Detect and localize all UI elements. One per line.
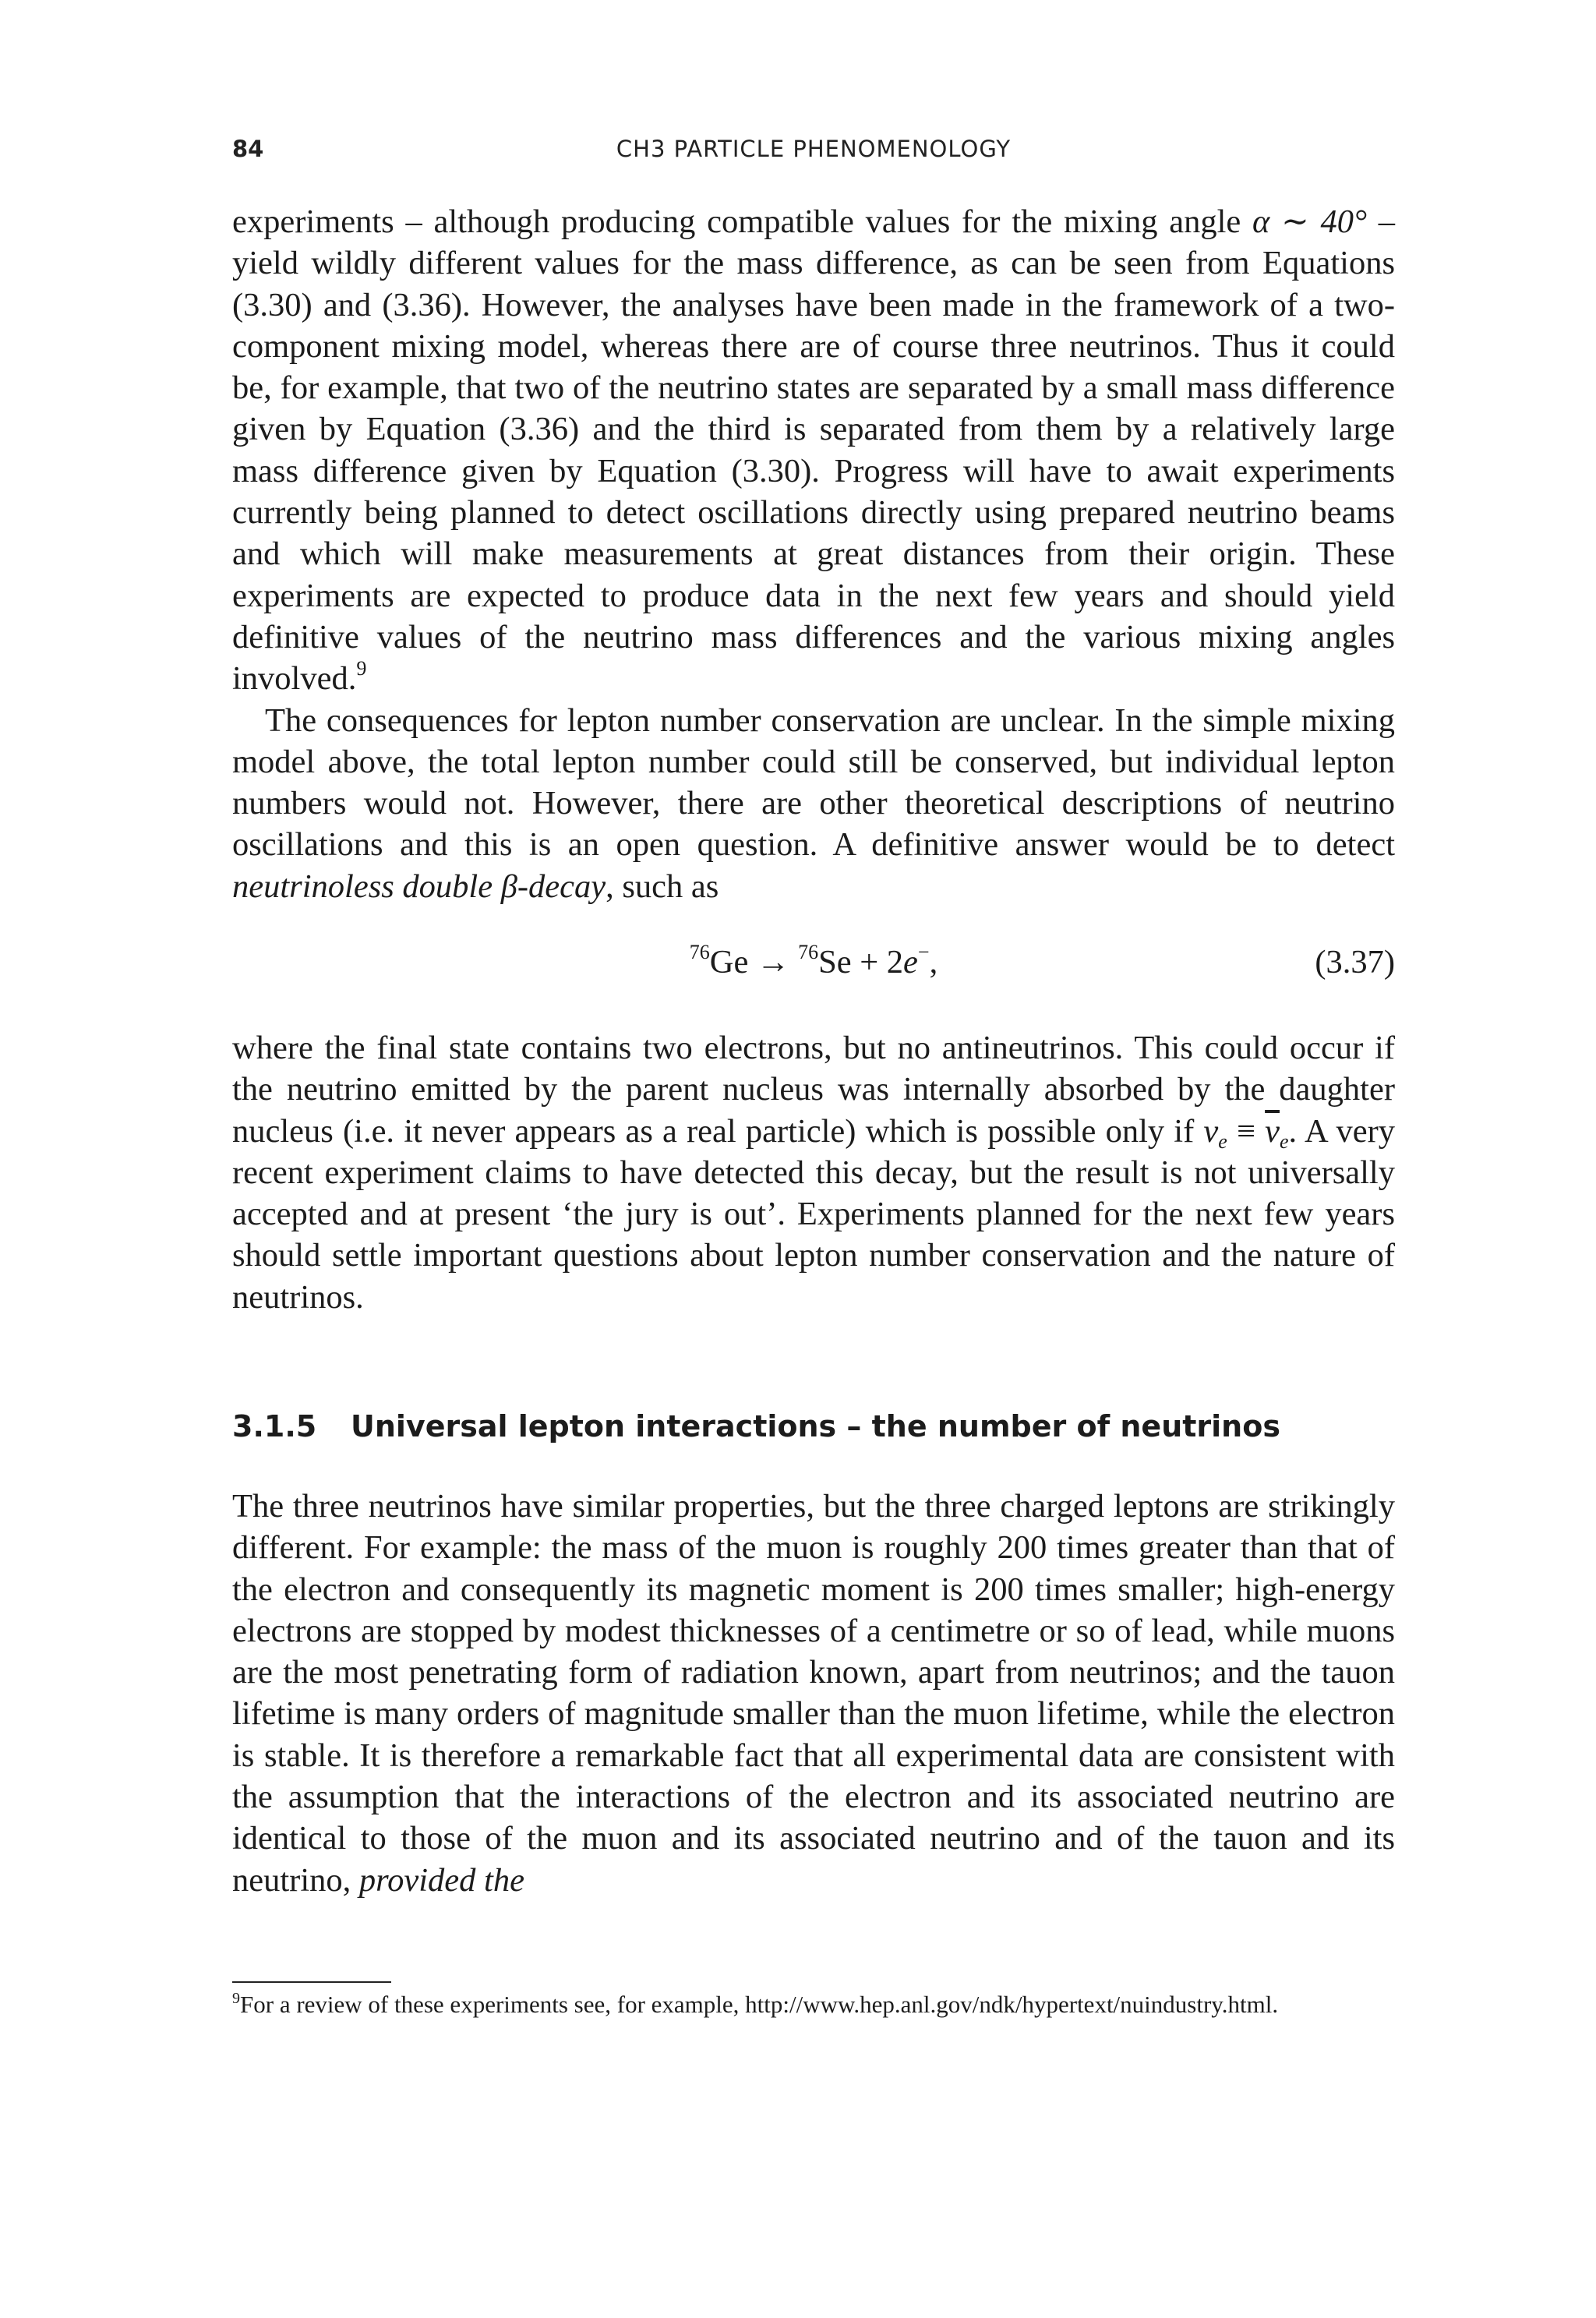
- footnote-marker: 9: [356, 657, 367, 680]
- equation-number: (3.37): [1315, 944, 1395, 981]
- antineutrino-symbol: $\overline{\nu}$: [1265, 1112, 1280, 1150]
- germanium-symbol: Ge: [709, 944, 749, 981]
- neutrinoless-double-beta-decay-emphasis: neutrinoless double β-decay: [232, 867, 606, 905]
- electron-symbol: e: [903, 944, 918, 981]
- paragraph4-text-a: The three neutrinos have similar properties, but the three charged leptons are strikingly different. For example: the mass of the muon is roughly 200 times greater than that of the electron and consequently its magnetic moment is 200 times smaller; high-energy electrons are stopped by modest thicknesses of a centimetre or so of lead, while muons are the most penetrating form of radiation known, apart from neutrinos; and the tauon lifetime is many orders of magnitude smaller than the muon lifetime, while the electron is stable. It is therefore a remarkable fact that all experimental data are consistent with the assumption that the interactions of the electron and its associated neutrino are identical to those of the muon and its associated neutrino and of the tauon and its neutrino,: [232, 1488, 1395, 1899]
- selenium-term: Se + 2: [818, 944, 904, 981]
- equation-expression: [232, 943, 1395, 981]
- equation-comma: ,: [929, 944, 938, 981]
- paragraph3-text-a: where the final state contains two electrons, but no antineutrinos. This could occur if the neutrino emitted by the parent nucleus was internally absorbed by the daughter nucleus (i.e. it never appears as a real particle) which is possible only if: [232, 1030, 1395, 1150]
- neutrino-subscript: e: [1218, 1129, 1227, 1153]
- paragraph2-text-b: , such as: [606, 867, 719, 905]
- mixing-angle-expression: α ∼ 40°: [1252, 203, 1367, 240]
- paragraph4-emphasis: provided the: [358, 1861, 524, 1899]
- electron-charge: −: [917, 941, 930, 963]
- antineutrino-subscript: e: [1279, 1129, 1289, 1153]
- equation-3-37: [232, 943, 1395, 990]
- paragraph-charged-leptons: [232, 1486, 1395, 1901]
- paragraph3-text-b: . A very recent experiment claims to have detected this decay, but the result is not universally accepted and at present ‘the jury is out’. Experiments planned for the next few years should settle important questions about lepton number conservation and the nature of neutrinos.: [232, 1112, 1395, 1316]
- footnote: [232, 1989, 1401, 2020]
- page-number: 84: [232, 136, 264, 162]
- section-heading: [232, 1409, 1395, 1456]
- paragraph2-text-a: The consequences for lepton number conservation are unclear. In the simple mixing model above, the total lepton number could still be conserved, but individual lepton numbers would not. However, there are other theoretical descriptions of neutrino oscillations and this is an open question. A definitive answer would be to detect: [232, 701, 1395, 864]
- page-header: [232, 136, 1395, 173]
- paragraph1-text-b: – yield wildly different values for the mass difference, as can be seen from Equations (3.30) and (3.36). However, the analyses have been made in the framework of a two-component mixing model, whereas there are of course three neutrinos. Thus it could be, for example, that two of the neutrino states are separated by a small mass difference given by Equation (3.36) and the third is separated from them by a relatively large mass difference given by Equation (3.30). Progress will have to await experiments currently being planned to detect oscillations directly using prepared neutrino beams and which will make measurements at great distances from their origin. These experiments are expected to produce data in the next few years and should yield definitive values of the neutrino mass differences and the various mixing angles involved.: [232, 203, 1396, 698]
- footnote-rule: [232, 1981, 391, 1983]
- equivalence-symbol: ≡: [1227, 1112, 1266, 1150]
- reaction-arrow: →: [748, 944, 799, 981]
- paragraph-final-state: [232, 1027, 1395, 1318]
- paragraph1-text-a: experiments – although producing compatible values for the mixing angle: [232, 203, 1253, 240]
- paragraph-oscillation-experiments: [232, 201, 1395, 907]
- ge-mass-number: 76: [689, 941, 710, 963]
- running-head: CH3 PARTICLE PHENOMENOLOGY: [616, 136, 1012, 162]
- section-number: 3.1.5: [232, 1409, 317, 1443]
- footnote-text: For a review of these experiments see, for example, http://www.hep.anl.gov/ndk/hypertext/nuindustry.html.: [240, 1991, 1279, 2018]
- se-mass-number: 76: [798, 941, 819, 963]
- footnote-number: 9: [232, 1990, 240, 2007]
- neutrino-symbol: ν: [1203, 1112, 1219, 1150]
- section-title: Universal lepton interactions – the number of neutrinos: [351, 1409, 1280, 1443]
